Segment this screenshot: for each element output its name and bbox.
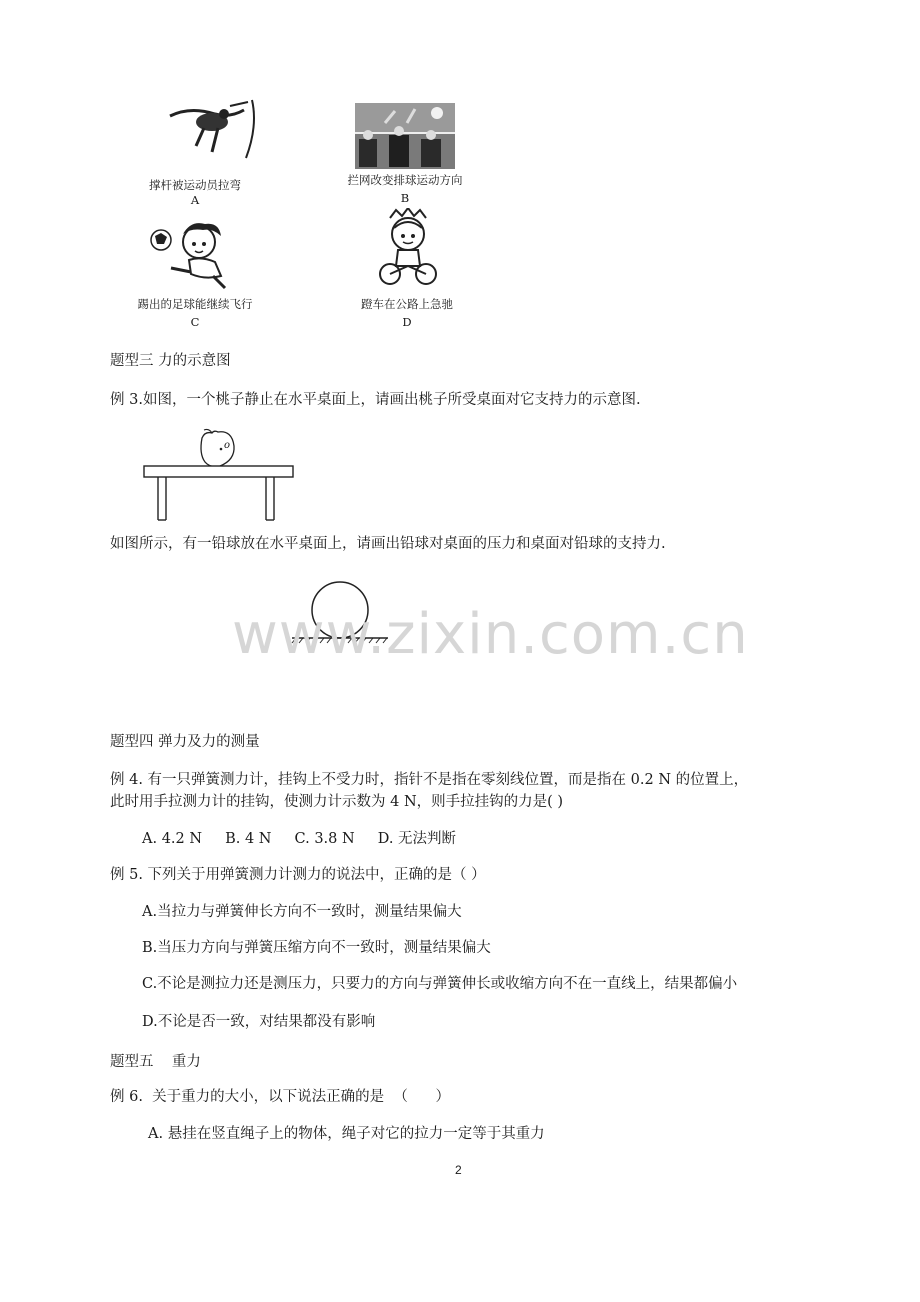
watermark: www.zixin.com.cn: [232, 602, 749, 667]
section-3-title: 题型三 力的示意图: [110, 353, 231, 369]
page-number: 2: [455, 1163, 462, 1177]
figure-c-caption: 踢出的足球能继续飞行: [137, 297, 253, 311]
figure-d-caption: 蹬车在公路上急驰: [361, 297, 453, 311]
example-4-line-1: 例 4. 有一只弹簧测力计，挂钩上不受力时，指针不是指在零刻线位置，而是指在 0.2 N 的位置上，: [110, 772, 749, 788]
example-5-option-c: C.不论是测拉力还是测压力，只要力的方向与弹簧伸长或收缩方向不在一直线上，结果都偏小: [142, 976, 738, 992]
section-4-title: 题型四 弹力及力的测量: [110, 734, 260, 750]
peach-on-table-diagram: [142, 428, 297, 524]
figure-b-letter: B: [400, 191, 410, 205]
figure-c-letter: C: [190, 315, 200, 329]
kicking-mascot-figure: [145, 220, 240, 292]
pole-vault-figure: [160, 96, 270, 162]
example-6-option-a: A. 悬挂在竖直绳子上的物体，绳子对它的拉力一定等于其重力: [148, 1126, 545, 1142]
shotput-question-text: 如图所示，有一铅球放在水平桌面上，请画出铅球对桌面的压力和桌面对铅球的支持力.: [110, 536, 666, 552]
example-5-option-b: B.当压力方向与弹簧压缩方向不一致时，测量结果偏大: [142, 940, 491, 956]
example-4-line-2: 此时用手拉测力计的挂钩，使测力计示数为 4 N，则手拉挂钩的力是( ): [110, 794, 564, 810]
example-5-option-a: A.当拉力与弹簧伸长方向不一致时，测量结果偏大: [142, 904, 462, 920]
peach-center-label: o: [224, 440, 231, 451]
figure-d-letter: D: [402, 315, 412, 329]
example-5-text: 例 5. 下列关于用弹簧测力计测力的说法中，正确的是（ ）: [110, 867, 486, 883]
figure-a-caption: 撑杆被运动员拉弯: [149, 178, 241, 192]
example-6-text: 例 6. 关于重力的大小，以下说法正确的是 （ ）: [110, 1089, 451, 1105]
example-4-options: A. 4.2 N B. 4 N C. 3.8 N D. 无法判断: [142, 831, 457, 847]
cycling-mascot-figure: [372, 208, 444, 288]
figure-b-caption: 拦网改变排球运动方向: [347, 173, 463, 187]
example-5-option-d: D.不论是否一致，对结果都没有影响: [142, 1014, 376, 1030]
section-5-title: 题型五 重力: [110, 1054, 201, 1070]
figure-a-letter: A: [190, 193, 200, 207]
volleyball-block-figure: [355, 103, 455, 169]
example-3-text: 例 3.如图，一个桃子静止在水平桌面上，请画出桃子所受桌面对它支持力的示意图.: [110, 392, 641, 408]
